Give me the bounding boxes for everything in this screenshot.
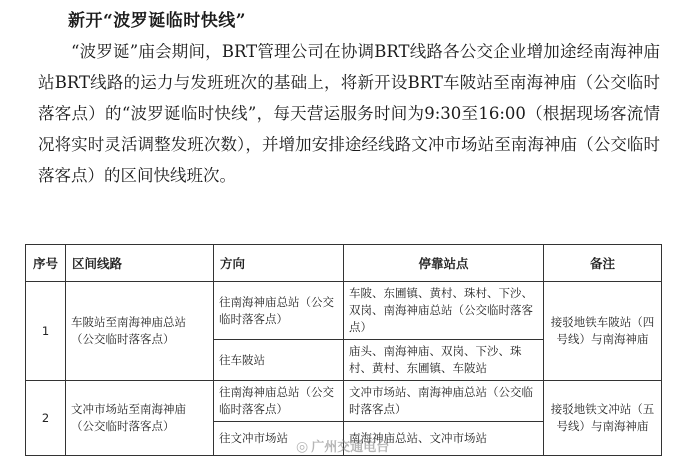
row-number: 2	[26, 381, 66, 456]
route-cell: 文冲市场站至南海神庙（公交临时落客点）	[66, 381, 214, 456]
header-direction: 方向	[214, 245, 344, 282]
note-cell: 接驳地铁文冲站（五号线）与南海神庙	[544, 381, 662, 456]
article-heading: 新开“波罗诞临时快线”	[68, 11, 247, 31]
stops-cell: 庙头、南海神庙、双岗、下沙、珠村、黄村、东圃镇、车陂站	[344, 340, 544, 381]
stops-cell: 南海神庙总站、文冲市场站	[344, 422, 544, 456]
weibo-watermark	[296, 436, 389, 455]
weibo-icon: ◎	[296, 439, 309, 455]
note-cell: 接驳地铁车陂站（四号线）与南海神庙	[544, 282, 662, 381]
route-cell: 车陂站至南海神庙总站（公交临时落客点）	[66, 282, 214, 381]
direction-cell: 往南海神庙总站（公交临时落客点）	[214, 381, 344, 422]
header-stops: 停靠站点	[344, 245, 544, 282]
header-no: 序号	[26, 245, 66, 282]
stops-cell: 文冲市场站、南海神庙总站（公交临时落客点）	[344, 381, 544, 422]
row-number: 1	[26, 282, 66, 381]
direction-cell: 往车陂站	[214, 340, 344, 381]
table-header-row	[26, 245, 662, 282]
watermark-text: 广州交通电台	[311, 440, 390, 455]
article-paragraph: “波罗诞”庙会期间，BRT管理公司在协调BRT线路各公交企业增加途经南海神庙站BRT线路的运力与发班班次的基础上，将新开设BRT车陂站至南海神庙（公交临时落客点）的“波罗诞临时快线”，每天营运服务时间为9:30至16:00（根据现场客流情况将实时灵活调整发班次数），并增加安排途经线路文冲市场站至南海神庙（公交临时落客点）的区间快线班次。	[38, 42, 660, 185]
route-table	[25, 244, 662, 456]
direction-cell: 往南海神庙总站（公交临时落客点）	[214, 282, 344, 340]
header-route: 区间线路	[66, 245, 214, 282]
table-row	[26, 381, 662, 422]
stops-cell: 车陂、东圃镇、黄村、珠村、下沙、双岗、南海神庙总站（公交临时落客点）	[344, 282, 544, 340]
direction-cell: 往文冲市场站	[214, 422, 344, 456]
table-row	[26, 282, 662, 340]
header-note: 备注	[544, 245, 662, 282]
